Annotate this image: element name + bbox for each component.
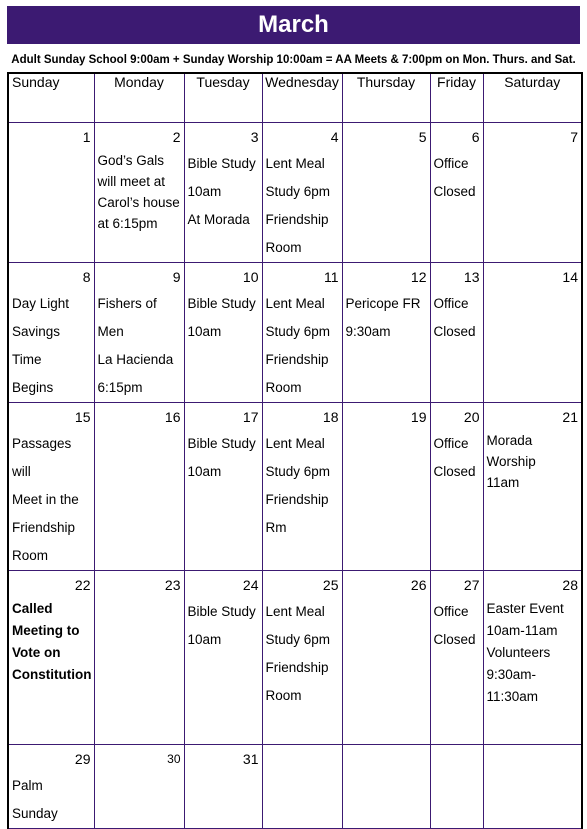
day-cell	[262, 571, 342, 745]
event-text	[263, 146, 342, 262]
event-text	[185, 594, 262, 654]
event-line: 10am	[187, 464, 222, 479]
event-text	[431, 146, 483, 206]
day-cell	[430, 403, 483, 571]
event-line: Worship	[486, 454, 536, 469]
day-number: 3	[250, 129, 259, 145]
event-line: Bible Study	[187, 604, 256, 619]
event-line: Friendship	[12, 520, 76, 535]
event-line: Closed	[433, 324, 476, 339]
event-line: 10am	[187, 324, 222, 339]
event-line: Men	[97, 324, 124, 339]
event-line: Study 6pm	[265, 464, 331, 479]
weekday-header-row	[8, 73, 582, 123]
day-cell	[430, 745, 483, 829]
weekday-header: Sunday	[8, 73, 94, 123]
day-cell	[184, 263, 262, 403]
event-line: Study 6pm	[265, 632, 331, 647]
event-line: Called	[12, 601, 53, 616]
day-cell	[342, 571, 430, 745]
week-row	[8, 571, 582, 745]
event-line: Savings	[12, 324, 61, 339]
event-text	[95, 286, 184, 402]
day-cell	[184, 745, 262, 829]
event-text	[484, 426, 582, 493]
event-line: Closed	[433, 184, 476, 199]
event-line: Office	[433, 296, 469, 311]
event-line: Time	[12, 352, 42, 367]
weekday-header: Friday	[430, 73, 483, 123]
event-line: Easter Event	[486, 601, 564, 616]
event-line: Study 6pm	[265, 184, 331, 199]
day-cell	[342, 123, 430, 263]
event-line: Meeting to	[12, 623, 80, 638]
day-number: 21	[562, 409, 578, 425]
event-text	[263, 286, 342, 402]
event-text	[185, 286, 262, 346]
event-line: La Hacienda	[97, 352, 174, 367]
event-line: Friendship	[265, 492, 329, 507]
day-cell	[342, 403, 430, 571]
day-cell	[8, 403, 94, 571]
day-number: 17	[242, 409, 259, 425]
event-line: Lent Meal	[265, 156, 325, 171]
event-line: Office	[433, 436, 469, 451]
event-line: Friendship	[265, 212, 329, 227]
event-line: Vote on	[12, 645, 61, 660]
day-cell	[8, 571, 94, 745]
day-cell	[94, 123, 184, 263]
day-number: 24	[242, 577, 259, 593]
event-line: At Morada	[187, 212, 250, 227]
day-number	[431, 745, 483, 750]
event-text	[9, 768, 94, 828]
week-row	[8, 123, 582, 263]
event-text	[9, 286, 94, 402]
event-line: Volunteers	[486, 645, 551, 660]
day-number	[484, 745, 582, 750]
day-cell	[483, 123, 582, 263]
event-line: 11:30am	[486, 689, 539, 704]
event-line: at 6:15pm	[97, 216, 158, 231]
day-number: 20	[463, 409, 480, 425]
day-number: 8	[82, 269, 91, 285]
event-line: Rm	[265, 520, 287, 535]
day-number: 29	[74, 751, 91, 767]
event-line: Study 6pm	[265, 324, 331, 339]
event-line: Bible Study	[187, 436, 256, 451]
event-line: Carol’s house	[97, 195, 180, 210]
event-line: God’s Gals	[97, 153, 165, 168]
event-line: Closed	[433, 632, 476, 647]
event-line: Closed	[433, 464, 476, 479]
day-number: 31	[242, 751, 259, 767]
day-number: 19	[410, 409, 427, 425]
day-cell	[94, 403, 184, 571]
day-number: 5	[418, 129, 427, 145]
event-line: Friendship	[265, 660, 329, 675]
day-cell	[483, 745, 582, 829]
day-number: 12	[410, 269, 427, 285]
event-line: Office	[433, 156, 469, 171]
month-title: March	[7, 6, 580, 44]
event-line: Constitution	[12, 667, 92, 682]
day-number: 25	[322, 577, 339, 593]
day-number: 26	[410, 577, 427, 593]
day-cell	[342, 745, 430, 829]
day-number: 10	[242, 269, 259, 285]
day-cell	[94, 571, 184, 745]
day-cell	[184, 403, 262, 571]
event-text	[484, 594, 582, 708]
day-number: 9	[172, 269, 181, 285]
day-number: 1	[82, 129, 91, 145]
day-number: 13	[463, 269, 480, 285]
day-number: 6	[471, 129, 480, 145]
event-text	[263, 594, 342, 710]
day-number: 14	[562, 269, 578, 285]
event-line: Passages will	[12, 436, 72, 479]
day-number	[343, 745, 430, 750]
event-text	[431, 426, 483, 486]
day-number: 2	[172, 129, 181, 145]
event-line: Lent Meal	[265, 436, 325, 451]
event-line: 10am-11am	[486, 623, 558, 638]
event-line: 6:15pm	[97, 380, 143, 395]
event-line: Room	[265, 240, 302, 255]
event-text	[185, 426, 262, 486]
day-cell	[262, 263, 342, 403]
event-line: 9:30am-	[486, 667, 537, 682]
day-number: 28	[562, 577, 578, 593]
event-line: Fishers of	[97, 296, 157, 311]
day-cell	[8, 123, 94, 263]
event-line: 9:30am	[345, 324, 391, 339]
day-cell	[430, 263, 483, 403]
day-number: 11	[323, 269, 339, 285]
day-cell	[430, 123, 483, 263]
week-row	[8, 745, 582, 829]
event-text	[9, 426, 94, 570]
day-number: 22	[74, 577, 91, 593]
event-line: Palm Sunday	[12, 778, 58, 821]
day-cell	[8, 263, 94, 403]
week-row	[8, 263, 582, 403]
day-cell	[342, 263, 430, 403]
day-cell	[184, 123, 262, 263]
day-number: 15	[74, 409, 91, 425]
day-cell	[262, 403, 342, 571]
day-number	[263, 745, 342, 750]
event-line: Office	[433, 604, 469, 619]
event-line: Friendship	[265, 352, 329, 367]
event-text	[9, 594, 94, 686]
day-number: 4	[330, 129, 339, 145]
day-cell	[483, 571, 582, 745]
event-line: Bible Study	[187, 296, 256, 311]
event-line: Lent Meal	[265, 296, 325, 311]
event-line: Begins	[12, 380, 54, 395]
day-cell	[184, 571, 262, 745]
day-number: 30	[167, 752, 181, 766]
day-number: 18	[322, 409, 339, 425]
event-text	[95, 146, 184, 234]
weekday-header: Wednesday	[262, 73, 342, 123]
event-line: will meet at	[97, 174, 166, 189]
day-cell	[430, 571, 483, 745]
event-line: Room	[265, 688, 302, 703]
weekday-header: Monday	[94, 73, 184, 123]
event-text	[431, 594, 483, 654]
event-line: Pericope FR	[345, 296, 421, 311]
event-line: Room	[12, 548, 49, 563]
weekday-header: Tuesday	[184, 73, 262, 123]
day-cell	[483, 403, 582, 571]
day-cell	[8, 745, 94, 829]
event-text	[343, 286, 430, 346]
day-number: 16	[164, 409, 181, 425]
day-cell	[94, 745, 184, 829]
weekday-header: Saturday	[483, 73, 582, 123]
event-line: Room	[265, 380, 302, 395]
event-line: Bible Study	[187, 156, 256, 171]
schedule-subtitle: Adult Sunday School 9:00am + Sunday Worship 10:00am = AA Meets & 7:00pm on Mon. Thurs. and Sat.	[11, 54, 576, 66]
event-line: Morada	[486, 433, 533, 448]
calendar-grid	[7, 72, 583, 829]
day-cell	[262, 123, 342, 263]
event-text	[263, 426, 342, 542]
day-number: 23	[164, 577, 181, 593]
weekday-header: Thursday	[342, 73, 430, 123]
event-line: Meet in the	[12, 492, 79, 507]
event-text	[431, 286, 483, 346]
event-line: Day Light	[12, 296, 70, 311]
event-line: 10am	[187, 184, 222, 199]
day-number: 27	[463, 577, 480, 593]
event-line: Lent Meal	[265, 604, 325, 619]
event-line: 10am	[187, 632, 222, 647]
day-number: 7	[570, 129, 578, 145]
day-cell	[94, 263, 184, 403]
event-line: 11am	[486, 475, 520, 490]
event-text	[185, 146, 262, 234]
day-cell	[262, 745, 342, 829]
day-cell	[483, 263, 582, 403]
week-row	[8, 403, 582, 571]
